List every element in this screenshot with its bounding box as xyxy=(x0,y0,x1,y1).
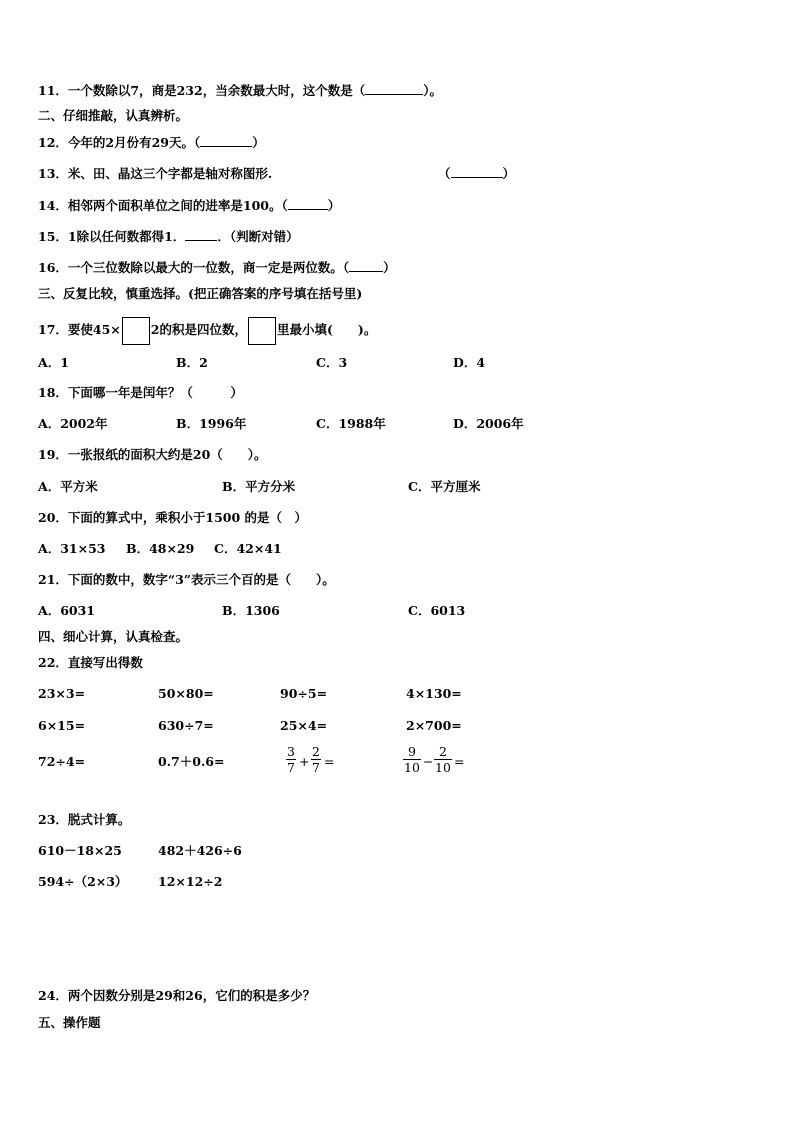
question-text: 一张报纸的面积大约是20（ ）。 xyxy=(67,447,267,462)
question-text: 今年的2月份有29天。（ xyxy=(67,135,201,150)
answer-blank[interactable] xyxy=(451,165,503,178)
option-d[interactable]: D．4 xyxy=(453,355,486,370)
answer-blank[interactable] xyxy=(288,197,328,210)
calc-item: 90÷5= xyxy=(280,686,328,701)
question-number: 11． xyxy=(38,83,68,98)
question-number: 20． xyxy=(38,510,68,525)
calc-item: 594÷（2×3） xyxy=(38,874,128,889)
calc-item: 12×12÷2 xyxy=(158,874,223,889)
question-number: 15． xyxy=(38,229,68,244)
question-21 xyxy=(38,571,335,589)
calc-item: 2×700= xyxy=(406,718,462,733)
question-23 xyxy=(38,811,130,829)
option-b[interactable]: B．2 xyxy=(176,355,208,370)
question-24 xyxy=(38,987,315,1005)
question-text: 相邻两个面积单位之间的进率是100。（ xyxy=(67,198,288,213)
option-b[interactable]: B．平方分米 xyxy=(222,479,296,494)
option-c[interactable]: C．平方厘米 xyxy=(408,479,481,494)
question-text: 一个三位数除以最大的一位数，商一定是两位数。（ xyxy=(67,260,350,275)
question-15: 15．1除以任何数都得1． ．（判断对错） xyxy=(38,229,299,244)
question-20 xyxy=(38,509,307,527)
question-text: 下面的算式中，乘积小于1500 的是（ ） xyxy=(67,510,308,525)
question-number: 12． xyxy=(38,135,68,150)
calc-item: 6×15= xyxy=(38,718,86,733)
equals: = xyxy=(324,754,335,769)
question-19 xyxy=(38,446,267,464)
question-11: 11．一个数除以7，商是232，当余数最大时，这个数是（ ）。 xyxy=(38,83,442,98)
equals: = xyxy=(454,754,465,769)
question-number: 22． xyxy=(38,655,68,670)
operator: + xyxy=(299,754,310,769)
option-c[interactable]: C．3 xyxy=(316,355,348,370)
calc-item: 0.7＋0.6= xyxy=(158,754,225,769)
question-number: 17． xyxy=(38,322,68,337)
calc-item: 25×4= xyxy=(280,718,328,733)
calc-item: 4×130= xyxy=(406,686,462,701)
question-number: 13． xyxy=(38,166,68,181)
fraction: 2 7 xyxy=(312,744,320,775)
question-number: 19． xyxy=(38,447,68,462)
question-text: 下面哪一年是闰年？（ ） xyxy=(67,385,243,400)
question-text: 1除以任何数都得1． xyxy=(67,229,186,244)
question-text: 直接写出得数 xyxy=(67,655,143,670)
question-17: 17．要使45× 2的积是四位数， 里最小填( )。 xyxy=(38,316,376,345)
option-c[interactable]: C．42×41 xyxy=(214,541,282,556)
option-a[interactable]: A．31×53 xyxy=(38,541,106,556)
question-number: 24． xyxy=(38,988,68,1003)
question-16: 16．一个三位数除以最大的一位数，商一定是两位数。（ ） xyxy=(38,260,396,275)
option-a[interactable]: A．6031 xyxy=(38,603,95,618)
option-a[interactable]: A．平方米 xyxy=(38,479,98,494)
fraction: 9 10 xyxy=(404,744,420,775)
question-number: 16． xyxy=(38,260,68,275)
option-b[interactable]: B．1996年 xyxy=(176,416,247,431)
question-number: 23． xyxy=(38,812,68,827)
fraction: 2 10 xyxy=(435,744,451,775)
answer-box[interactable] xyxy=(122,317,150,345)
question-18 xyxy=(38,384,243,402)
question-number: 18． xyxy=(38,385,68,400)
option-a[interactable]: A．1 xyxy=(38,355,69,370)
question-12: 12．今年的2月份有29天。（ ） xyxy=(38,135,265,150)
question-number: 21． xyxy=(38,572,68,587)
option-c[interactable]: C．1988年 xyxy=(316,416,386,431)
section-title: 二、仔细推敲，认真辨析。 xyxy=(38,108,189,123)
question-text: 米、田、晶这三个字都是轴对称图形. xyxy=(67,166,273,181)
question-22 xyxy=(38,654,143,672)
question-13-answer: （ ） xyxy=(438,166,516,181)
question-text: 下面的数中，数字“3”表示三个百的是（ ）。 xyxy=(67,572,335,587)
option-b[interactable]: B．1306 xyxy=(222,603,280,618)
calc-item: 610－18×25 xyxy=(38,843,122,858)
option-a[interactable]: A．2002年 xyxy=(38,416,108,431)
section-title: 五、操作题 xyxy=(38,1015,101,1030)
question-13 xyxy=(38,165,272,183)
answer-box[interactable] xyxy=(248,317,276,345)
fraction: 3 7 xyxy=(287,744,295,775)
option-b[interactable]: B．48×29 xyxy=(126,541,195,556)
answer-blank[interactable] xyxy=(185,228,217,241)
option-c[interactable]: C．6013 xyxy=(408,603,466,618)
calc-item: 630÷7= xyxy=(158,718,214,733)
operator: − xyxy=(423,754,434,769)
calc-item: 50×80= xyxy=(158,686,214,701)
calc-item: 23×3= xyxy=(38,686,86,701)
question-14: 14．相邻两个面积单位之间的进率是100。（ ） xyxy=(38,198,341,213)
section-title: 三、反复比较，慎重选择。(把正确答案的序号填在括号里) xyxy=(38,286,363,301)
answer-blank[interactable] xyxy=(200,134,252,147)
question-number: 14． xyxy=(38,198,68,213)
answer-blank[interactable] xyxy=(365,82,423,95)
question-text: 两个因数分别是29和26，它们的积是多少？ xyxy=(67,988,316,1003)
calc-item: 72÷4= xyxy=(38,754,86,769)
question-text: 一个数除以7，商是232，当余数最大时，这个数是（ xyxy=(67,83,366,98)
calc-item: 482＋426÷6 xyxy=(158,843,242,858)
answer-blank[interactable] xyxy=(349,259,383,272)
section-title: 四、细心计算，认真检查。 xyxy=(38,629,189,644)
option-d[interactable]: D．2006年 xyxy=(453,416,524,431)
question-text: 脱式计算。 xyxy=(67,812,131,827)
